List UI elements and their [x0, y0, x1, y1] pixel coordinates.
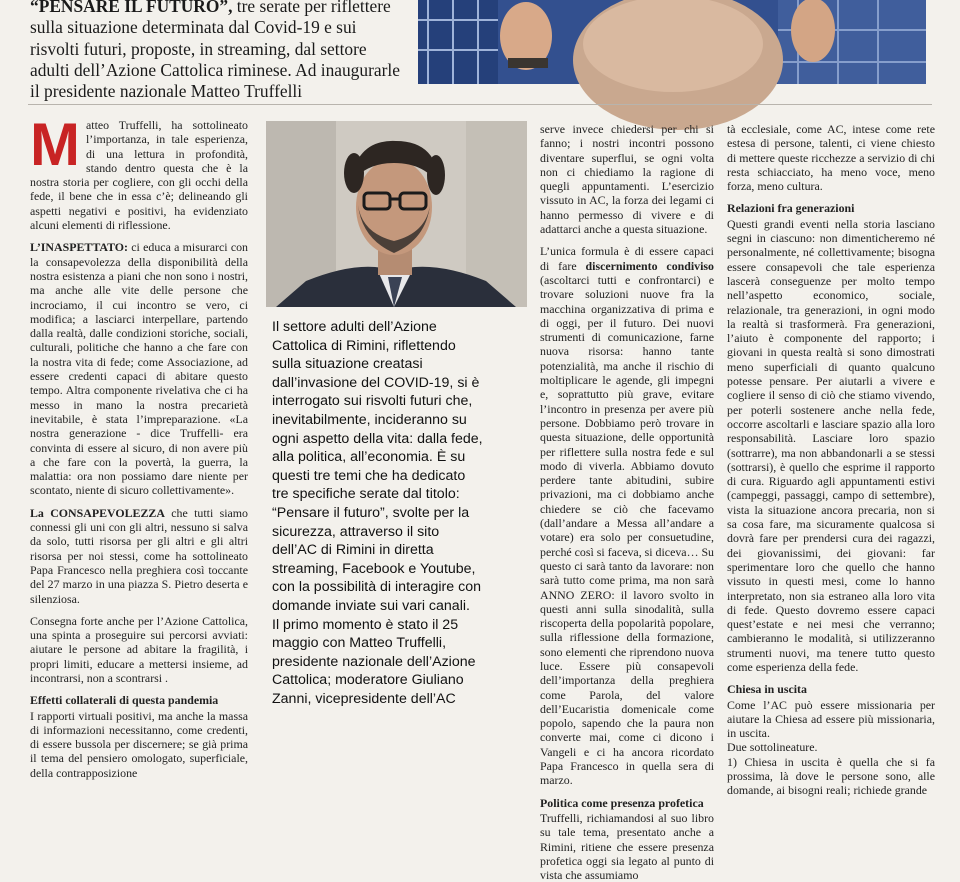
inaspettato-heading: L’INASPETTATO:	[30, 240, 129, 255]
chiesa-heading: Chiesa in uscita	[727, 682, 807, 697]
chiesa-uscita-paragraph: 1) Chiesa in uscita è quella che si fa prossima, là dove le persone sono, alle domande, ai bisogni reali; richiede grande	[727, 754, 935, 798]
truffelli-portrait-image	[266, 121, 527, 307]
pull-paragraph-2: Il primo momento è stato il 25 maggio con Matteo Truffelli, presidente nazionale dell’Azione Cattolica; moderatore Giuliano Zanni, vicepresidente dell’AC	[272, 616, 476, 707]
politica-heading: Politica come presenza profetica	[540, 795, 704, 810]
intro-text: tre serate per riflettere sulla situazione determinata dal Covid-19 e sui risvolti futuri, proposte, in streaming, dal settore adulti dell’Azione Cattolica riminese. Ad inaugurarle il presidente nazionale Matteo Truffelli	[30, 0, 400, 102]
col4-paragraph-1: tà ecclesiale, come AC, intese come rete estesa di persone, talenti, ci viene chiesto di mettere queste ricchezze a servizio di chi resta schiacciato, ha meno voce, meno forza, meno cultura.	[727, 122, 935, 194]
inaspettato-paragraph: L’INASPETTATO: ci educa a misurarci con la consapevolezza della disponibilità della nostra esistenza a piani che non sono i nostri, ma anche alle vite delle persone che incrociamo, il cui incontro se vero, ci modifica; a lasciarci interpellare, partendo dalla realtà, dalle condizioni storiche, sociali, culturali, politiche che hanno a che fare con la nostra vita di fede; come Associazione, ad essere credenti capaci di abitare questo tempo. Altra componente rivelativa che ci ha messo in mano la nostra precarietà inevitabile, è stata l’impreparazione. «La nostra generazione - dice Truffelli- era convinta di essere al sicuro, di non avere più a che fare con la povertà, la guerra, la malattia: ora non possiamo dare niente per scontato, niente di sicuro collettivamente».	[30, 240, 248, 498]
intro-deck	[30, 0, 400, 102]
consapevolezza-paragraph: La CONSAPEVOLEZZA che tutti siamo connessi gli uni con gli altri, nessuno si salva da solo, tutti risorsa per gli altri e gli altri risorsa per noi stessi, come ha sottolineato Papa Francesco nella preghiera così toccante del 27 marzo in una piazza S. Pietro deserta e silenziosa.	[30, 505, 248, 606]
opening-paragraph: Matteo Truffelli, ha sottolineato l’importanza, in tale esperienza, di una lettura in profondità, stando dentro questa che è la nostra storia per cogliere, con gli occhi della fede, il bene che in essa c’è; delineando gli aspetti negativi e positivi, ha evidenziato alcuni elementi di riflessione.	[30, 111, 248, 233]
stained-glass-photo-image	[418, 0, 926, 84]
consapevolezza-heading: La CONSAPEVOLEZZA	[30, 505, 165, 520]
intro-kicker: “PENSARE IL FUTURO”,	[30, 0, 233, 16]
article-column-3	[540, 122, 714, 882]
chiesa-paragraph: Come l’AC può essere missionaria per aiutare la Chiesa ad essere più missionaria, in uscita.	[727, 697, 935, 741]
effetti-heading: Effetti collaterali di questa pandemia	[30, 693, 219, 708]
portrait-photo	[266, 121, 527, 307]
effetti-paragraph: I rapporti virtuali positivi, ma anche la massa di informazioni necessitanno, come credenti, di essere bussola per discernere; se già prima il tema del pensiero omologato, superficiale, della contrapposizione	[30, 708, 248, 780]
section-rule	[28, 104, 932, 105]
discernimento-emphasis: discernimento condiviso	[585, 258, 714, 273]
article-column-1	[30, 111, 248, 780]
pull-paragraph-1: Il settore adulti dell’Azione Cattolica di Rimini, riflettendo sulla situazione creatasi dall’invasione del COVID-19, si è interrogato sui risvolti futuri che, inevitabilmente, incideranno su ogni aspetto della vita: dalla fede, alla politica, all’economia. È su questi tre temi che ha dedicato tre specifiche serate dal titolo: “Pensare il futuro”, svolte per la sicurezza, attraverso il sito dell’AC di Rimini in diretta streaming, Facebook e Youtube, con la possibilità di interagire con domande inviate sui vari canali.	[272, 319, 483, 614]
dropcap: M	[30, 111, 80, 178]
top-photo	[418, 0, 926, 84]
relazioni-paragraph: Questi grandi eventi nella storia lasciano segni in ciascuno: non dimenticheremo né personalmente, né collettivamente; bisogna essere consapevoli che tale esperienza lascerà conseguenze per molto tempo nell’aspetto economico, sociale, relazionale, tra generazioni, in ogni modo la realtà si trasformerà. Fra generazioni, l’aiuto è componente del rapporto; i giovani in questa realtà si sono dimostrati meno superficiali di quanto qualcuno potesse pensare. Per aiutarli a vivere e cogliere il senso di ciò che stiamo vivendo, per poterli sostenere anche nella fede, occorre ascoltarli e lasciare spazio alla loro responsabilità. Lasciare loro spazio (sottrarre), ma non abbandonarli a se stessi (sottrarsi), è quello che esprime il rapporto di cura. Riguardo agli appuntamenti estivi (campeggi, passaggi, campo di settembre), vista la situazione ancora precaria, non si sa cosa fare, ma sicuramente qualcosa si dovrà fare per prendersi cura dei ragazzi, dei giovanissimi, dei giovani: far sperimentare loro che quello che hanno vissuto in questi mesi, come lo hanno interpretato, non sia estraneo alla loro vita di fede. Questo dovremo essere capaci quest’estate e nei mesi che verranno; cambieranno le modalità, si utilizzeranno strumenti nuovi, ma tenere tutto questo come esperienza della fede.	[727, 216, 935, 674]
discernimento-paragraph: L’unica formula è di essere capaci di fare discernimento condiviso (ascoltarci tutti e confrontarci) e trovare soluzioni nuove fra la macchina organizzativa di prima e di oggi, per il futuro. Dei nuovi strumenti di comunicazione, farne nuova risorsa: hanno tante potenzialità, ma anche il rischio di moltiplicare le agende, gli impegni e, soprattutto più grave, evitare l’incontro in presenza per avere più persone. Dobbiamo però trovare in questa situazione, delle opportunità per riflettere sulla nostra fede e sul modo di viverla. Abbiamo dovuto perdere tante abitudini, subire privazioni, ma ci dobbiamo anche chiedere se ciò che facevamo (dall’andare a Messa all’andare a votare) era solo per consuetudine, perché così si faceva, si diceva… Su questo ci sarà tanto da lavorare: non sarà tutto come prima, ma non sarà ANNO ZERO: il lavoro svolto in questi anni sulla sinodalità, sulla riscoperta della popolarità popolare, sulla riflessione della formazione, sono elementi che riprendono nuova luce. Essere più consapevoli dell’importanza della preghiera come Parola, del valore dell’Eucaristia domenicale come popolo, sapendo che la paura non converte mai, come ci dicono i Vangeli e ci ha ancora ricordato Papa Francesco in quella sera di marzo.	[540, 244, 714, 788]
sottolineature-paragraph: Due sottolineature.	[727, 740, 818, 755]
politica-paragraph: Truffelli, richiamandosi al suo libro su tale tema, presentato anche a Rimini, ritiene che essere presenza profetica oggi sia legato al punto di vista che assumiamo	[540, 810, 714, 882]
article-column-4	[727, 122, 935, 798]
pull-text	[272, 318, 484, 720]
consegna-paragraph: Consegna forte anche per l’Azione Cattolica, una spinta a proseguire sui percorsi avviati: aiutare le persone ad abitare la fragilità, i propri limiti, educare a mettersi insieme, ad incontrarsi, non a scontrarsi .	[30, 613, 248, 685]
col3-paragraph-1: serve invece chiedersi per chi si fanno; i nostri incontri possono diventare superflui, se ogni volta non ci chiediamo la ragione di quegli appuntamenti. L’esercizio vissuto in AC, la forza dei legami ci hanno permesso di vivere e di adattarci anche a questa situazione.	[540, 122, 714, 237]
relazioni-heading: Relazioni fra generazioni	[727, 201, 855, 216]
